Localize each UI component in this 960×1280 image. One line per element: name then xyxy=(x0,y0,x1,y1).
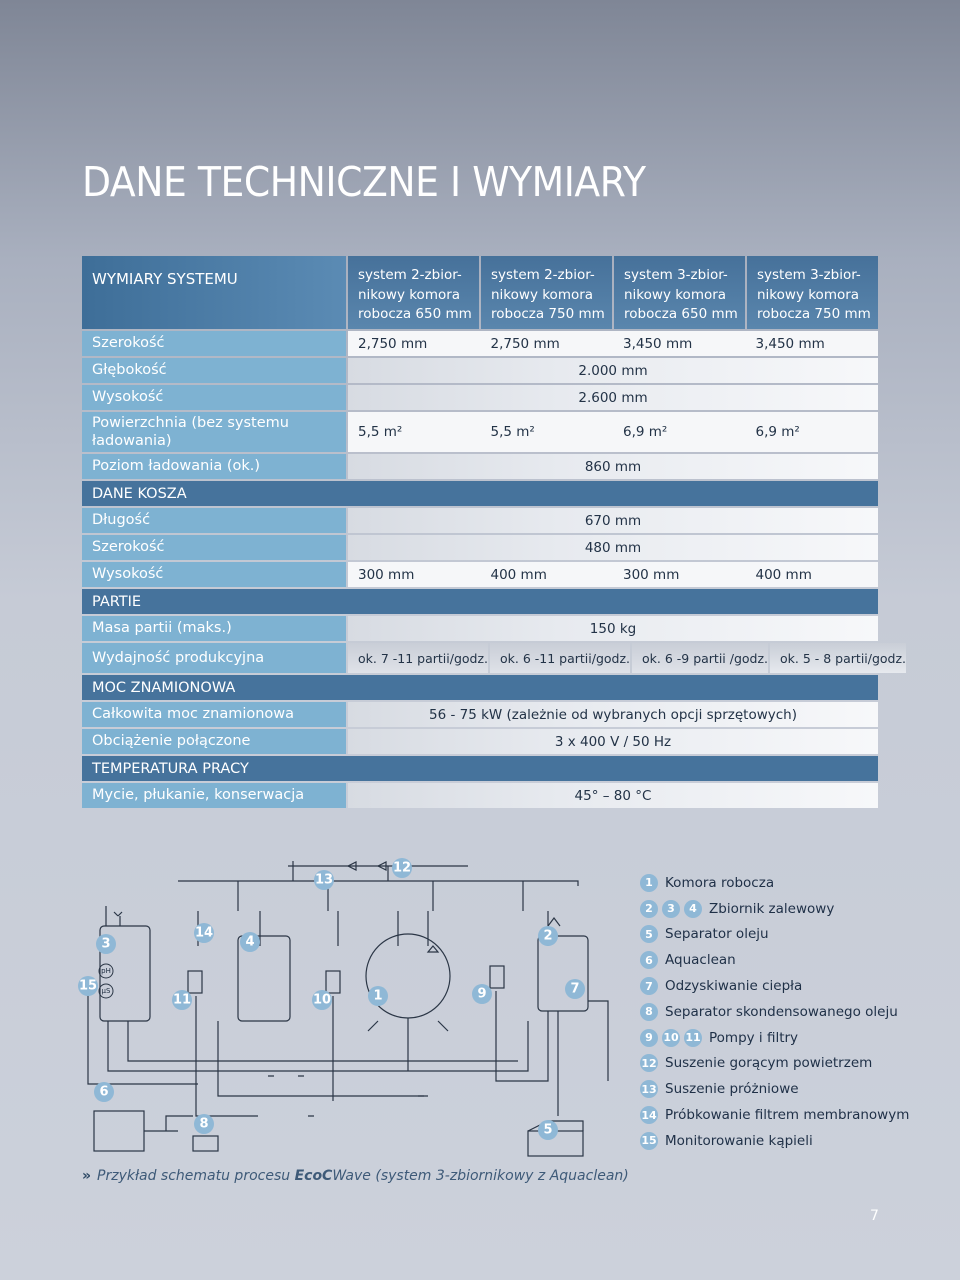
diagram-label-5 xyxy=(538,1120,558,1140)
legend-item xyxy=(640,1076,940,1102)
table-cell: 400 mm xyxy=(490,566,547,583)
svg-text:4: 4 xyxy=(245,934,255,950)
legend-number-badge: 8 xyxy=(640,1003,658,1021)
svg-text:5: 5 xyxy=(543,1122,553,1138)
table-row xyxy=(82,783,878,808)
legend-item xyxy=(640,896,940,922)
diagram-label-13 xyxy=(314,870,334,890)
legend-text: Suszenie próżniowe xyxy=(665,1081,799,1098)
conductivity-sensor-label: µS xyxy=(101,987,111,995)
row-label: Poziom ładowania (ok.) xyxy=(82,454,346,479)
svg-text:8: 8 xyxy=(199,1116,209,1132)
diagram-label-12 xyxy=(392,858,412,878)
spec-table xyxy=(82,256,907,810)
legend-item xyxy=(640,1102,940,1128)
header-label: WYMIARY SYSTEMU xyxy=(82,256,346,329)
legend-text: Komora robocza xyxy=(665,874,775,891)
section-header-kosz: DANE KOSZA xyxy=(82,481,878,506)
svg-text:3: 3 xyxy=(101,936,111,952)
legend-number-badge: 3 xyxy=(662,900,680,918)
svg-text:6: 6 xyxy=(99,1084,109,1100)
legend-number-badge: 10 xyxy=(662,1029,680,1047)
row-label: Mycie, płukanie, konserwacja xyxy=(82,783,346,808)
row-label: Obciążenie połączone xyxy=(82,729,346,754)
diagram-label-1 xyxy=(368,986,388,1006)
legend-number-badge: 7 xyxy=(640,977,658,995)
row-label: Masa partii (maks.) xyxy=(82,616,346,641)
table-row xyxy=(82,454,878,479)
diagram-label-2 xyxy=(538,926,558,946)
diagram-label-15 xyxy=(78,976,98,996)
table-cell: 2.000 mm xyxy=(578,362,648,379)
svg-text:9: 9 xyxy=(477,986,487,1002)
legend-item xyxy=(640,999,940,1025)
legend-number-badge: 14 xyxy=(640,1106,658,1124)
table-cell: 5,5 m² xyxy=(490,424,535,440)
table-cell: 150 kg xyxy=(589,620,637,637)
table-cell: 860 mm xyxy=(584,458,642,475)
table-cell: 3,450 mm xyxy=(623,335,693,352)
table-row xyxy=(82,535,878,560)
legend-text: Aquaclean xyxy=(665,952,736,969)
legend-text: Zbiornik zalewowy xyxy=(709,900,835,917)
table-cell: 300 mm xyxy=(623,566,680,583)
column-header: system 2-zbior- nikowy komora robocza 750 mm xyxy=(481,256,612,329)
legend-number-badge: 12 xyxy=(640,1054,658,1072)
diagram-label-8 xyxy=(194,1114,214,1134)
svg-text:7: 7 xyxy=(570,981,580,997)
row-label: Całkowita moc znamionowa xyxy=(82,702,346,727)
legend-item xyxy=(640,922,940,948)
row-label: Powierzchnia (bez systemu ładowania) xyxy=(82,412,346,452)
diagram-label-10 xyxy=(312,990,332,1010)
header-row xyxy=(82,256,878,329)
table-row xyxy=(82,562,878,587)
section-header-temperatura: TEMPERATURA PRACY xyxy=(82,756,878,781)
diagram-legend xyxy=(640,870,940,1154)
legend-item xyxy=(640,1051,940,1077)
table-cell: 6,9 m² xyxy=(623,424,668,440)
table-cell: 2.600 mm xyxy=(578,389,648,406)
page-title: DANE TECHNICZNE I WYMIARY xyxy=(82,158,646,206)
diagram-label-9 xyxy=(472,984,492,1004)
legend-text: Separator skondensowanego oleju xyxy=(665,1003,898,1020)
svg-text:11: 11 xyxy=(172,992,192,1008)
table-row xyxy=(82,508,878,533)
table-cell: 670 mm xyxy=(584,512,642,529)
legend-text: Próbkowanie filtrem membranowym xyxy=(665,1107,910,1124)
double-chevron-icon: » xyxy=(82,1168,92,1184)
svg-text:12: 12 xyxy=(392,860,412,876)
section-header-partie: PARTIE xyxy=(82,589,878,614)
svg-text:1: 1 xyxy=(373,988,383,1004)
table-cell: 480 mm xyxy=(584,539,642,556)
legend-item xyxy=(640,870,940,896)
diagram-caption: » Przykład schematu procesu EcoCWave (system 3-zbiornikowy z Aquaclean) xyxy=(82,1168,629,1184)
table-cell: ok. 7 -11 partii/godz. xyxy=(348,643,488,673)
diagram-label-6 xyxy=(94,1082,114,1102)
process-schematic xyxy=(78,826,618,1166)
legend-item xyxy=(640,973,940,999)
page-number: 7 xyxy=(870,1208,879,1224)
ph-sensor-label: pH xyxy=(101,967,111,975)
table-cell: 3 x 400 V / 50 Hz xyxy=(554,733,672,750)
legend-item xyxy=(640,1128,940,1154)
legend-number-badge: 6 xyxy=(640,951,658,969)
row-label: Szerokość xyxy=(82,535,346,560)
table-cell: 5,5 m² xyxy=(358,424,403,440)
svg-text:13: 13 xyxy=(314,872,334,888)
diagram-label-4 xyxy=(240,932,260,952)
table-row xyxy=(82,616,878,641)
table-row xyxy=(82,702,878,727)
legend-number-badge: 4 xyxy=(684,900,702,918)
legend-text: Separator oleju xyxy=(665,926,769,943)
section-header-moc: MOC ZNAMIONOWA xyxy=(82,675,878,700)
table-cell: 56 - 75 kW (zależnie od wybranych opcji sprzętowych) xyxy=(428,706,797,723)
legend-number-badge: 5 xyxy=(640,925,658,943)
legend-number-badge: 11 xyxy=(684,1029,702,1047)
table-cell: 2,750 mm xyxy=(490,335,560,352)
column-header: system 2-zbior- nikowy komora robocza 650 mm xyxy=(348,256,479,329)
row-label: Wysokość xyxy=(82,562,346,587)
table-cell: ok. 6 -11 partii/godz. xyxy=(490,643,630,673)
legend-item xyxy=(640,947,940,973)
row-label: Szerokość xyxy=(82,331,346,356)
table-row xyxy=(82,412,878,452)
legend-item xyxy=(640,1025,940,1051)
table-cell: 2,750 mm xyxy=(358,335,428,352)
diagram-number-badges xyxy=(78,858,585,1140)
legend-text: Monitorowanie kąpieli xyxy=(665,1132,813,1149)
table-cell: 300 mm xyxy=(358,566,415,583)
column-header: system 3-zbior- nikowy komora robocza 750 mm xyxy=(747,256,878,329)
diagram-label-7 xyxy=(565,979,585,999)
table-row xyxy=(82,729,878,754)
legend-number-badge: 9 xyxy=(640,1029,658,1047)
legend-number-badge: 2 xyxy=(640,900,658,918)
legend-text: Suszenie gorącym powietrzem xyxy=(665,1055,873,1072)
diagram-label-3 xyxy=(96,934,116,954)
table-row xyxy=(82,643,907,673)
table-cell: 45° – 80 °C xyxy=(574,787,652,804)
svg-text:2: 2 xyxy=(543,928,553,944)
table-cell: 3,450 mm xyxy=(755,335,825,352)
row-label: Wysokość xyxy=(82,385,346,410)
legend-text: Odzyskiwanie ciepła xyxy=(665,978,803,995)
table-row xyxy=(82,331,878,356)
legend-number-badge: 13 xyxy=(640,1080,658,1098)
row-label: Długość xyxy=(82,508,346,533)
svg-text:14: 14 xyxy=(194,925,214,941)
legend-text: Pompy i filtry xyxy=(709,1029,799,1046)
svg-text:10: 10 xyxy=(312,992,332,1008)
diagram-label-14 xyxy=(194,923,214,943)
row-label: Głębokość xyxy=(82,358,346,383)
column-header: system 3-zbior- nikowy komora robocza 650 mm xyxy=(614,256,745,329)
diagram-label-11 xyxy=(172,990,192,1010)
table-cell: ok. 6 -9 partii /godz. xyxy=(632,643,768,673)
legend-number-badge: 1 xyxy=(640,874,658,892)
table-cell: 400 mm xyxy=(755,566,812,583)
table-cell: 6,9 m² xyxy=(755,424,800,440)
table-cell: ok. 5 - 8 partii/godz. xyxy=(770,643,906,673)
row-label: Wydajność produkcyjna xyxy=(82,643,346,673)
table-row xyxy=(82,358,878,383)
legend-number-badge: 15 xyxy=(640,1132,658,1150)
svg-text:15: 15 xyxy=(78,978,98,994)
table-row xyxy=(82,385,878,410)
